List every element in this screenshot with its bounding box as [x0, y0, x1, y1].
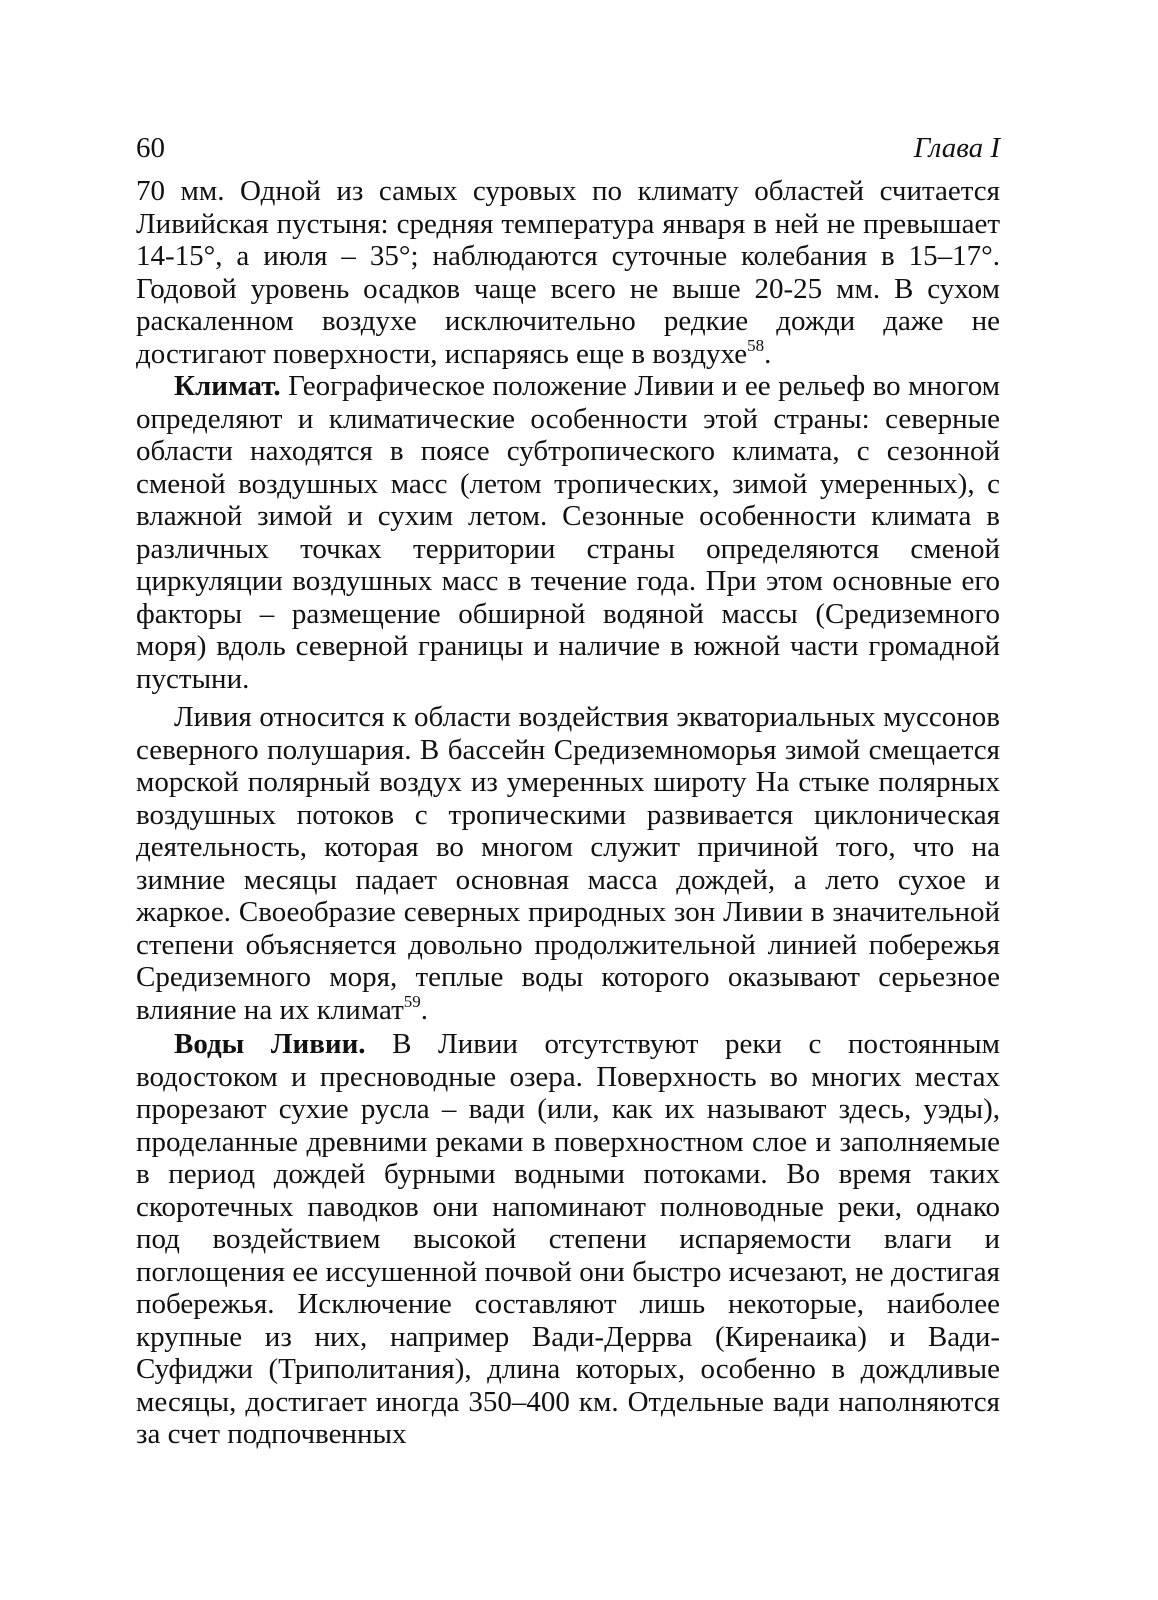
section-heading-waters: Воды Ливии. — [174, 1028, 366, 1060]
page-header — [136, 130, 1000, 166]
paragraph-text: 70 мм. Одной из самых суровых по климату областей считается Ливийская пустыня: средняя температура января в ней не превышает 14-15°, а июля – 35°; наблюдаются суточные колебания в 15–17°. Годовой уровень осадков чаще всего не выше 20-25 мм. В сухом раскаленном воздухе исключительно редкие дожди даже не достигают поверхности, испаряясь еще в воздухе — [136, 175, 1000, 370]
paragraph-climate — [136, 370, 1000, 695]
footnote-marker: 58 — [747, 335, 765, 355]
paragraph-waters — [136, 1028, 1000, 1451]
paragraph-continuation — [136, 175, 1000, 370]
section-heading-climate: Климат. — [174, 370, 281, 402]
footnote-marker: 59 — [403, 991, 421, 1011]
paragraph-text: В Ливии отсутствуют реки с постоянным водостоком и пресноводные озера. Поверхность во многих местах прорезают сухие русла – вади (или, как их называют здесь, уэды), проделанные древними реками в поверхностном слое и заполняемые в период дождей бурными водными потоками. Во время таких скоротечных паводков они напоминают полноводные реки, однако под воздействием высокой степени испаряемости влаги и поглощения ее иссушенной почвой они быстро исчезают, не достигая побережья. Исключение составляют лишь некоторые, наиболее крупные из них, например Вади-Деррва (Киренаика) и Вади-Суфиджи (Триполитания), длина которых, особенно в дождливые месяцы, достигает иногда 350–400 км. Отдельные вади наполняются за счет подпочвенных — [136, 1028, 1001, 1450]
paragraph-tail: . — [764, 337, 772, 370]
paragraph-monsoons — [136, 701, 1000, 1026]
body-text — [136, 175, 1000, 1451]
paragraph-text: Ливия относится к области воздействия экваториальных муссонов северного полушария. В бассейн Средиземноморья зимой смещается морской полярный воздух из умеренных широту На стыке полярных воздушных потоков с тропическими развивается циклоническая деятельность, которая во многом служит причиной того, что на зимние месяцы падает основная масса дождей, а лето сухое и жаркое. Своеобразие северных природных зон Ливии в значительной степени объясняется довольно продолжительной линией побережья Средиземного моря, теплые воды которого оказывают серьезное влияние на их климат — [136, 701, 1000, 1026]
paragraph-text: Географическое положение Ливии и ее рельеф во многом определяют и климатические особенности этой страны: северные области находятся в поясе субтропического климата, с сезонной сменой воздушных масс (летом тропических, зимой умеренных), с влажной зимой и сухим летом. Сезонные особенности климата в различных точках территории страны определяются сменой циркуляции воздушных масс в течение года. При этом основные его факторы – размещение обширной водяной массы (Средиземного моря) вдоль северной границы и наличие в южной части громадной пустыни. — [136, 370, 1000, 695]
page-number: 60 — [136, 132, 165, 164]
running-head: Глава I — [913, 132, 1000, 164]
paragraph-tail: . — [420, 993, 428, 1026]
